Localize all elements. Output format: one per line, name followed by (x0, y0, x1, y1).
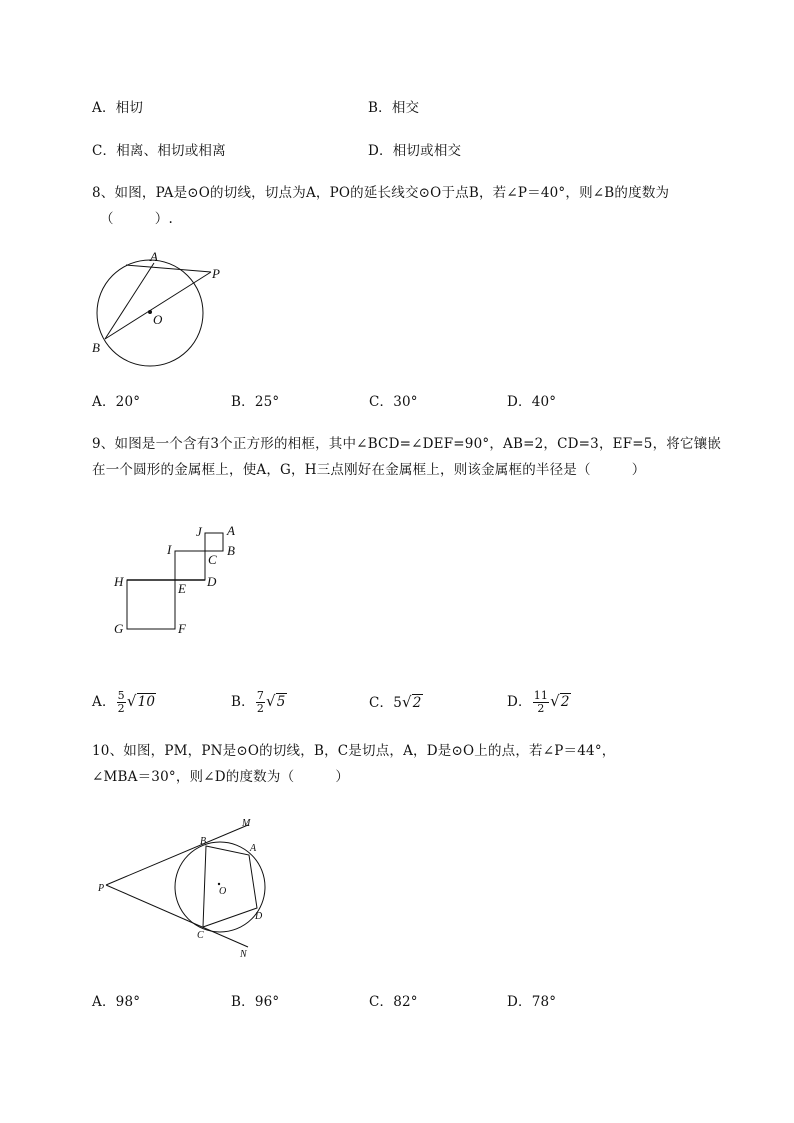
q9-label-j: J (196, 524, 202, 539)
q10-option-a: A．98° (92, 994, 141, 1010)
q8-option-b: B．25° (231, 394, 280, 410)
q9-option-a-fraction: $\frac{5}{2}$ (117, 689, 125, 715)
q8-chord-ab (105, 263, 154, 339)
q10-figure (92, 815, 282, 965)
q10-option-c: C．82° (369, 994, 418, 1010)
q8-stem-line2: （ ）. (100, 211, 173, 227)
q9-label-i: I (167, 542, 172, 557)
q9-stem-line1: 9、如图是一个含有3个正方形的相框，其中∠BCD=∠DEF=90°，AB=2，CD=3，EF=5，将它镶嵌 (92, 436, 722, 452)
q9-label-f: F (178, 621, 186, 636)
q9-option-b-fraction: $\frac{7}{2}$ (256, 689, 265, 715)
q10-quadrilateral-bacd (203, 846, 257, 927)
q8-option-d: D．40° (507, 394, 557, 410)
q9-label-h: H (114, 574, 124, 589)
q8-figure (80, 245, 240, 365)
q9-option-b: B． $\frac{7}{2}$ √5 (231, 689, 286, 715)
q9-stem-line2: 在一个圆形的金属框上，使A，G，H三点刚好在金属框上，则该金属框的半径是（ ） (92, 462, 646, 478)
q9-label-e: E (178, 581, 186, 596)
q9-label-g: G (114, 621, 124, 636)
q8-label-a: A (150, 249, 158, 264)
q8-center-dot (148, 310, 152, 314)
q9-option-c: C．5√2 (369, 693, 422, 711)
q9-figure (108, 520, 258, 640)
q8-line-pb (105, 272, 211, 339)
q10-label-a: A (250, 843, 257, 854)
q10-option-d: D．78° (507, 994, 557, 1010)
q8-option-c: C．30° (369, 394, 418, 410)
q9-square-medium (175, 551, 205, 580)
q9-label-c: C (208, 552, 217, 567)
q10-label-d: D (255, 911, 263, 922)
q9-square-large (127, 580, 175, 629)
q10-label-c: C (197, 930, 204, 941)
q10-stem-line1: 10、如图，PM，PN是⊙O的切线，B，C是切点，A，D是⊙O上的点，若∠P＝44°， (92, 743, 616, 759)
q7-option-a: A．相切 (92, 100, 144, 116)
q7-option-d: D．相切或相交 (368, 143, 462, 159)
q10-label-m: M (242, 818, 251, 829)
q10-label-b: B (200, 836, 207, 847)
q10-tangent-pn (106, 885, 248, 947)
q7-option-b: B．相交 (368, 100, 420, 116)
q9-square-small (205, 533, 223, 551)
q9-option-d: D． $\frac{11}{2}$ √2 (507, 689, 570, 715)
q10-stem-line2: ∠MBA＝30°，则∠D的度数为（ ） (92, 769, 350, 785)
q10-option-b: B．96° (231, 994, 280, 1010)
q8-label-o: O (153, 312, 163, 327)
q9-option-d-fraction: $\frac{11}{2}$ (533, 689, 549, 715)
q8-option-a: A．20° (92, 394, 141, 410)
q8-label-p: P (212, 266, 220, 281)
q10-label-p: P (98, 883, 105, 894)
q8-tangent-pa (126, 265, 211, 272)
q9-option-a: A． $\frac{5}{2}$ √10 (92, 689, 156, 715)
q7-option-c: C．相离、相切或相离 (92, 143, 226, 159)
q8-label-b: B (92, 340, 100, 355)
q10-label-o: O (219, 886, 227, 897)
q9-label-d: D (207, 574, 217, 589)
q10-tangent-pm (106, 825, 248, 885)
q10-center-dot (218, 883, 220, 885)
q9-label-a: A (227, 523, 235, 538)
q9-label-b: B (227, 543, 235, 558)
q8-stem-line1: 8、如图，PA是⊙O的切线，切点为A，PO的延长线交⊙O于点B，若∠P＝40°，则∠B的度数为 (92, 185, 670, 201)
q10-label-n: N (240, 949, 247, 960)
